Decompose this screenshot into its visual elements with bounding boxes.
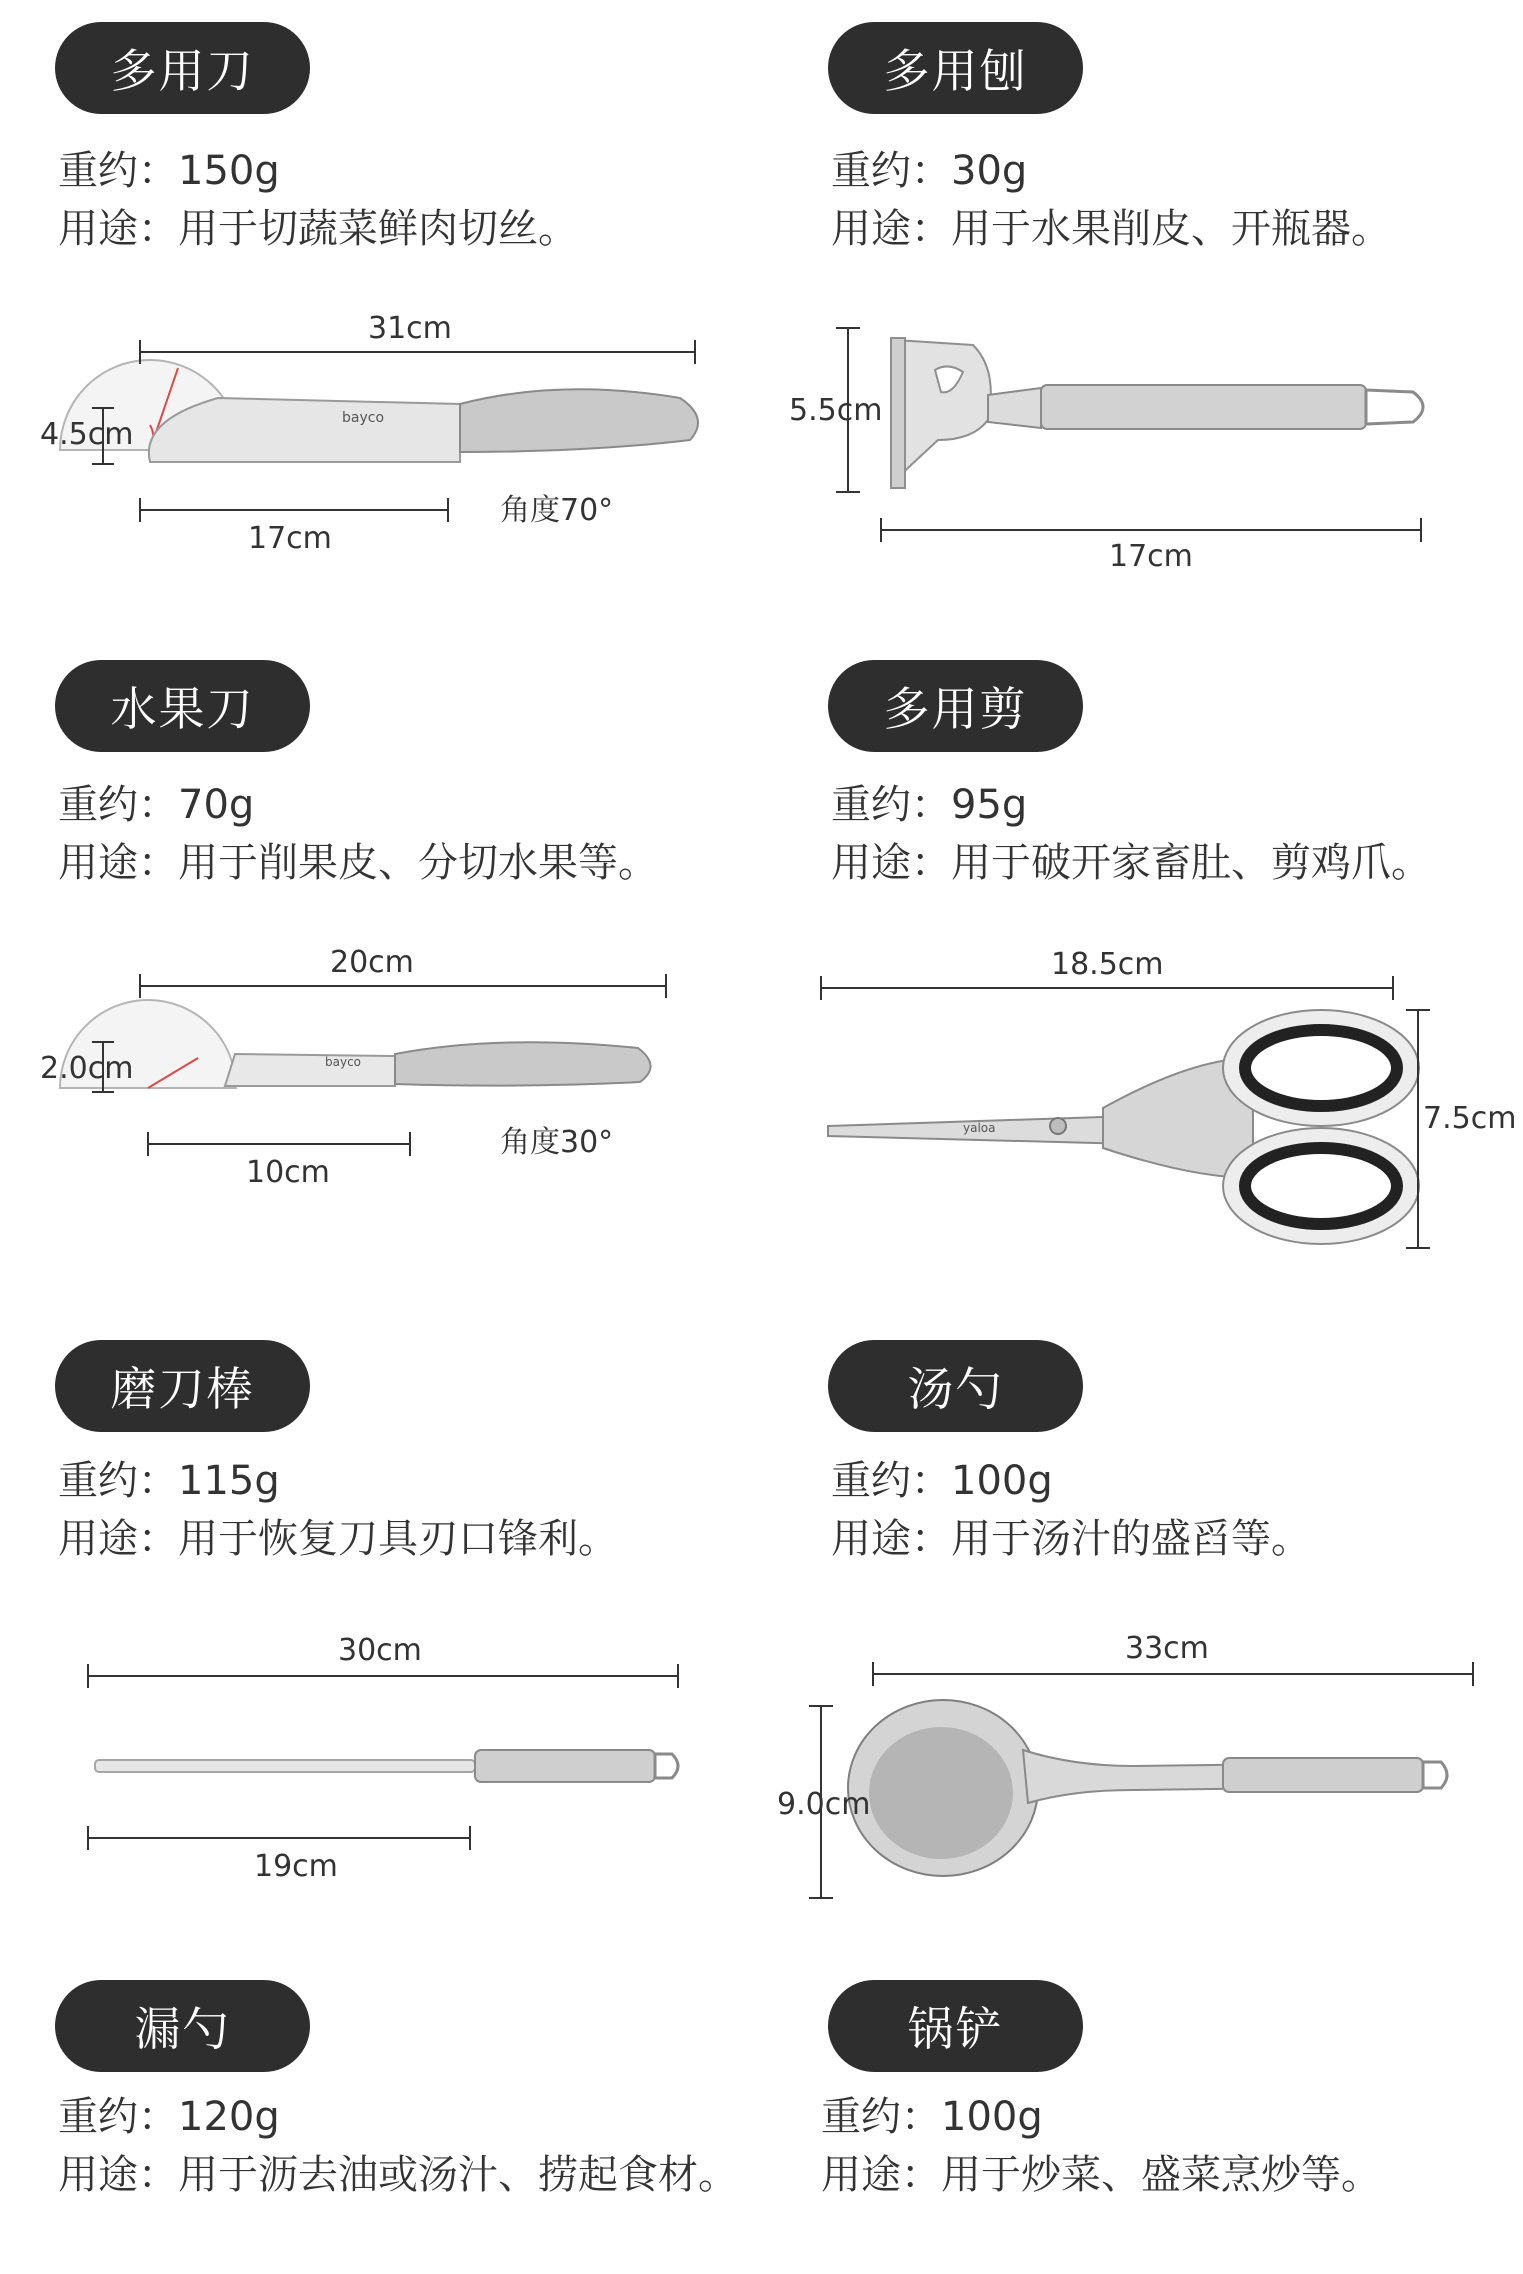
weight-label: 重约： (58, 148, 178, 194)
rod-length-label: 19cm (254, 1849, 338, 1884)
weight-label: 重约： (58, 2094, 178, 2140)
fruit-knife-diagram (0, 638, 750, 1278)
product-title: 多用刀 (55, 22, 310, 114)
svg-text:yaloa: yaloa (963, 1121, 996, 1135)
product-spatula (773, 1958, 1523, 2274)
weight-label: 重约： (58, 1458, 178, 1504)
angle-label: 角度70° (500, 493, 614, 528)
height-label: 5.5cm (789, 393, 883, 428)
length-label: 18.5cm (1051, 947, 1164, 982)
product-title: 多用刨 (828, 22, 1083, 114)
weight-value: 115g (178, 1458, 280, 1504)
height-label: 9.0cm (777, 1787, 871, 1822)
length-label: 17cm (1109, 539, 1193, 574)
usage-value: 用于削果皮、分切水果等。 (178, 840, 658, 886)
usage-label: 用途： (831, 1516, 951, 1562)
usage-label: 用途： (58, 840, 178, 886)
peeler-diagram (773, 0, 1523, 640)
weight-label: 重约： (831, 148, 951, 194)
usage-value: 用于破开家畜肚、剪鸡爪。 (951, 840, 1431, 886)
length-label: 30cm (338, 1633, 422, 1668)
usage-label: 用途： (831, 840, 951, 886)
blade-length-label: 17cm (248, 521, 332, 556)
usage-label: 用途： (821, 2152, 941, 2198)
usage-value: 用于炒菜、盛菜烹炒等。 (941, 2152, 1381, 2198)
height-label: 4.5cm (40, 417, 134, 452)
weight-value: 150g (178, 148, 280, 194)
soup-ladle-diagram (773, 1318, 1523, 1958)
usage-label: 用途： (831, 206, 951, 252)
length-label: 33cm (1125, 1631, 1209, 1666)
weight-label: 重约： (58, 782, 178, 828)
product-peeler (773, 0, 1523, 640)
product-chef-knife (0, 0, 750, 640)
scissors-diagram (773, 638, 1523, 1278)
product-title: 磨刀棒 (55, 1340, 310, 1432)
usage-line (821, 2146, 1381, 2204)
usage-label: 用途： (58, 206, 178, 252)
weight-label: 重约： (831, 782, 951, 828)
length-label: 20cm (330, 945, 414, 980)
usage-label: 用途： (58, 1516, 178, 1562)
product-skimmer (0, 1958, 750, 2274)
product-title: 汤勺 (828, 1340, 1083, 1432)
weight-label: 重约： (821, 2094, 941, 2140)
weight-value: 70g (178, 782, 255, 828)
blade-length-label: 10cm (246, 1155, 330, 1190)
weight-line (58, 2088, 280, 2146)
angle-label: 角度30° (500, 1125, 614, 1160)
product-sharpening-rod (0, 1318, 750, 1958)
length-label: 31cm (368, 311, 452, 346)
usage-value: 用于沥去油或汤汁、捞起食材。 (178, 2152, 738, 2198)
sharpening-rod-diagram (0, 1318, 750, 1958)
usage-label: 用途： (58, 2152, 178, 2198)
usage-value: 用于水果削皮、开瓶器。 (951, 206, 1391, 252)
weight-value: 30g (951, 148, 1028, 194)
height-label: 2.0cm (40, 1051, 134, 1086)
weight-value: 100g (951, 1458, 1053, 1504)
usage-line (58, 2146, 738, 2204)
usage-value: 用于切蔬菜鲜肉切丝。 (178, 206, 578, 252)
product-soup-ladle (773, 1318, 1523, 1958)
product-scissors (773, 638, 1523, 1278)
weight-value: 95g (951, 782, 1028, 828)
height-label: 7.5cm (1423, 1101, 1517, 1136)
usage-value: 用于恢复刀具刃口锋利。 (178, 1516, 618, 1562)
product-title: 漏勺 (55, 1980, 310, 2072)
weight-label: 重约： (831, 1458, 951, 1504)
chef-knife-diagram (0, 0, 750, 640)
product-fruit-knife (0, 638, 750, 1278)
svg-text:bayco: bayco (325, 1055, 362, 1069)
weight-line (821, 2088, 1043, 2146)
product-title: 水果刀 (55, 660, 310, 752)
weight-value: 100g (941, 2094, 1043, 2140)
weight-value: 120g (178, 2094, 280, 2140)
svg-text:bayco: bayco (342, 410, 385, 426)
product-title: 多用剪 (828, 660, 1083, 752)
product-title: 锅铲 (828, 1980, 1083, 2072)
usage-value: 用于汤汁的盛舀等。 (951, 1516, 1311, 1562)
